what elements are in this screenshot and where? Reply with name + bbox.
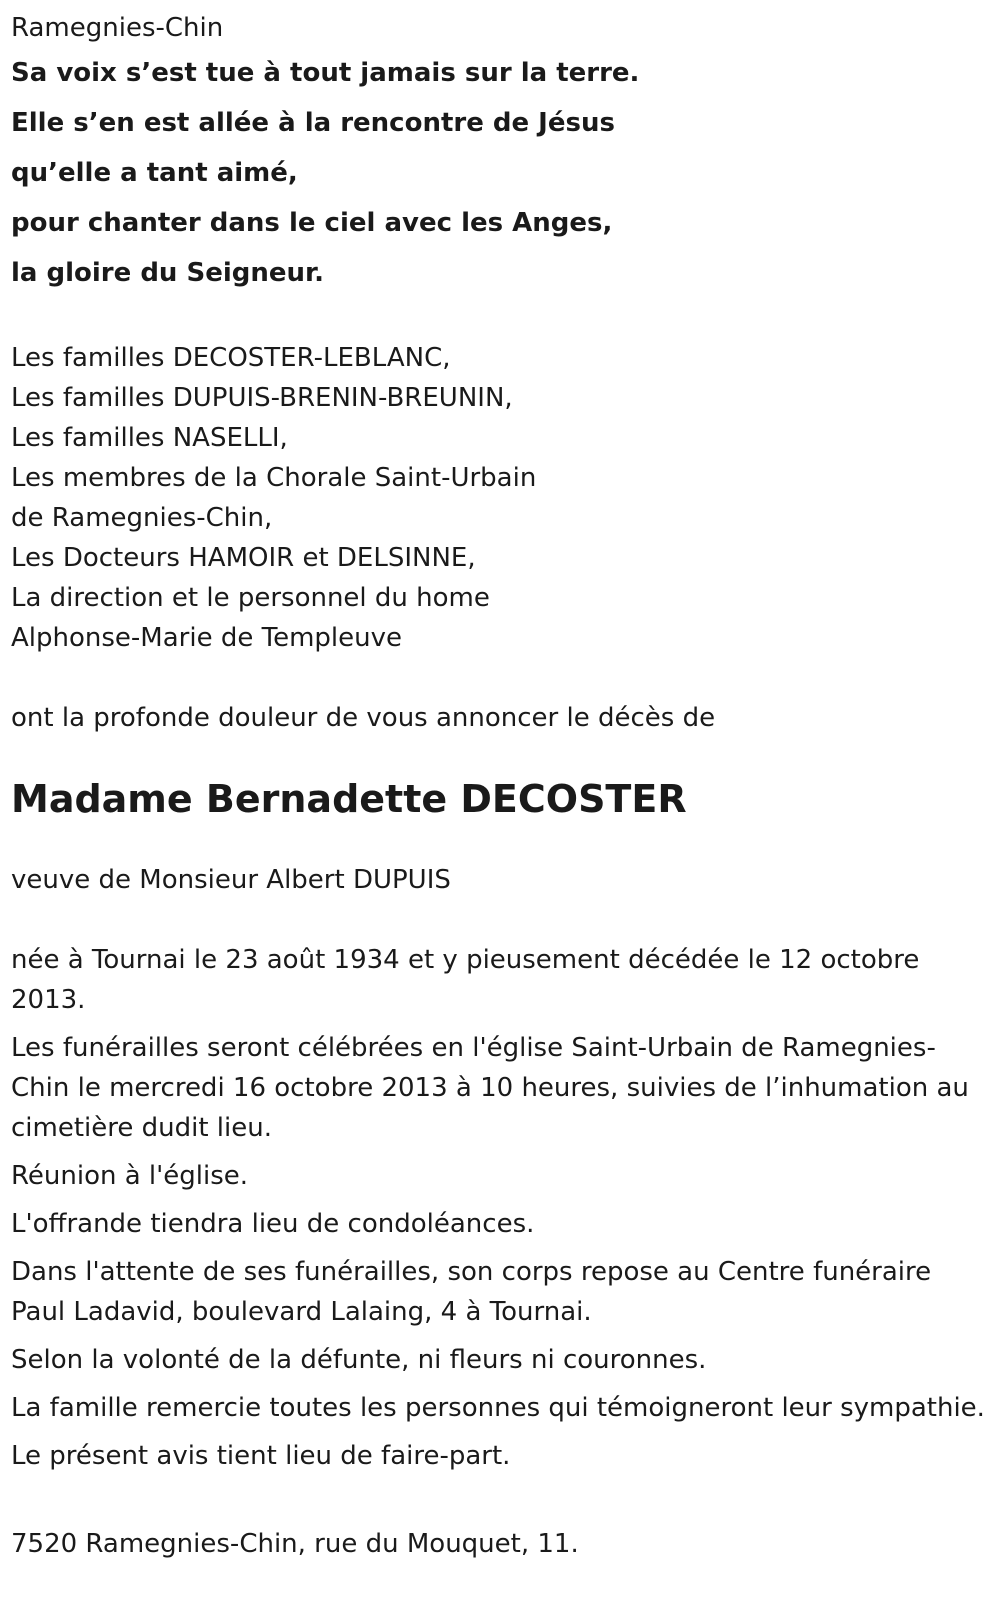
rest-location-paragraph: Dans l'attente de ses funérailles, son corps repose au Centre funéraire Paul Ladavid, boulevard Lalaing, 4 à Tournai. bbox=[11, 1257, 932, 1327]
family-line: Les familles NASELLI, bbox=[11, 423, 288, 453]
address-line: 7520 Ramegnies-Chin, rue du Mouquet, 11. bbox=[11, 1529, 579, 1559]
thanks-paragraph: La famille remercie toutes les personnes qui témoigneront leur sympathie. bbox=[11, 1393, 985, 1423]
announcement-text: ont la profonde douleur de vous annoncer le décès de bbox=[11, 703, 716, 733]
spacer bbox=[11, 658, 986, 698]
flowers-paragraph: Selon la volonté de la défunte, ni fleurs ni couronnes. bbox=[11, 1345, 707, 1375]
verse-line: Sa voix s’est tue à tout jamais sur la terre. bbox=[11, 58, 640, 88]
family-line: Les familles DECOSTER-LEBLANC, bbox=[11, 343, 451, 373]
family-line: Les Docteurs HAMOIR et DELSINNE, bbox=[11, 543, 476, 573]
spacer bbox=[11, 298, 986, 338]
spacer bbox=[11, 900, 986, 940]
offering-paragraph: L'offrande tiendra lieu de condoléances. bbox=[11, 1209, 535, 1239]
notice-paragraph: Le présent avis tient lieu de faire-part. bbox=[11, 1441, 511, 1471]
verse-line: la gloire du Seigneur. bbox=[11, 258, 325, 288]
details-block bbox=[11, 940, 986, 1476]
funeral-paragraph: Les funérailles seront célébrées en l'église Saint-Urbain de Ramegnies-Chin le mercredi 16 octobre 2013 à 10 heures, suivies de l’inhumation au cimetière dudit lieu. bbox=[11, 1033, 969, 1143]
spacer bbox=[11, 1484, 986, 1524]
obituary-notice bbox=[11, 8, 986, 1564]
families-list bbox=[11, 338, 986, 658]
family-line: de Ramegnies-Chin, bbox=[11, 503, 273, 533]
verse-block bbox=[11, 48, 986, 298]
family-line: Les familles DUPUIS-BRENIN-BREUNIN, bbox=[11, 383, 513, 413]
verse-line: pour chanter dans le ciel avec les Anges, bbox=[11, 208, 613, 238]
location-heading: Ramegnies-Chin bbox=[11, 13, 224, 43]
family-line: La direction et le personnel du home bbox=[11, 583, 490, 613]
widow-of-text: veuve de Monsieur Albert DUPUIS bbox=[11, 865, 451, 895]
birth-death-paragraph: née à Tournai le 23 août 1934 et y pieusement décédée le 12 octobre 2013. bbox=[11, 945, 920, 1015]
meeting-paragraph: Réunion à l'église. bbox=[11, 1161, 249, 1191]
deceased-name: Madame Bernadette DECOSTER bbox=[11, 777, 687, 821]
verse-line: Elle s’en est allée à la rencontre de Jésus bbox=[11, 108, 615, 138]
family-line: Alphonse-Marie de Templeuve bbox=[11, 623, 402, 653]
family-line: Les membres de la Chorale Saint-Urbain bbox=[11, 463, 537, 493]
verse-line: qu’elle a tant aimé, bbox=[11, 158, 298, 188]
